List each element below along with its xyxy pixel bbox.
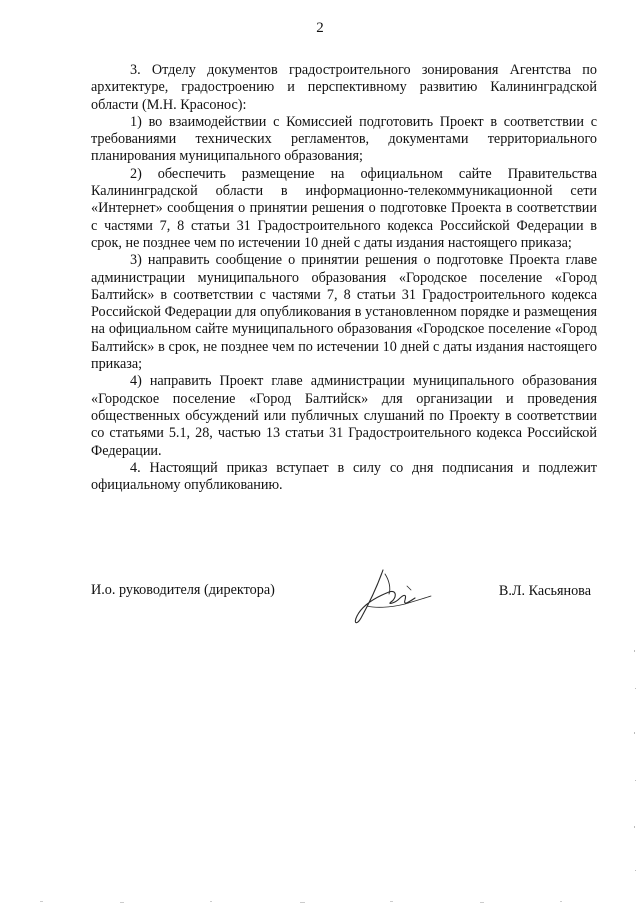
signatory-title: И.о. руководителя (директора) — [91, 582, 275, 598]
handwritten-signature — [345, 562, 445, 632]
paragraph-subitem-1: 1) во взаимодействии с Комиссией подготовить Проект в соответствии с требованиями технических регламентов, документами территориального планирования муниципального образования; — [91, 113, 597, 165]
paragraph-subitem-2: 2) обеспечить размещение на официальном сайте Правительства Калининградской области в информационно-телекоммуникационной сети «Интернет» сообщения о принятии решения о подготовке Проекта в соответствии с частями 7, 8 статьи 31 Градостроительного кодекса Российской Федерации в срок, не позднее чем по истечении 10 дней с даты издания настоящего приказа; — [91, 165, 597, 251]
paragraph-item-4: 4. Настоящий приказ вступает в силу со дня подписания и подлежит официальному опубликованию. — [91, 459, 597, 494]
scan-edge-noise — [0, 895, 640, 905]
document-body — [91, 62, 597, 494]
page-number: 2 — [316, 20, 324, 36]
paragraph-subitem-4: 4) направить Проект главе администрации муниципального образования «Городское поселение «Город Балтийск» для организации и проведения общественных обсуждений или публичных слушаний по Проекту в соответствии со статьями 5.1, 28, частью 13 статьи 31 Градостроительного кодекса Российской Федерации. — [91, 373, 597, 459]
signatory-name: В.Л. Касьянова — [498, 583, 591, 599]
signature-block — [91, 562, 597, 632]
paragraph-item-3: 3. Отделу документов градостроительного зонирования Агентства по архитектуре, градостроению и перспективному развитию Калининградской области (М.Н. Красонос): — [91, 62, 597, 113]
scan-noise — [620, 640, 640, 900]
paragraph-subitem-3: 3) направить сообщение о принятии решения о подготовке Проекта главе администрации муниципального образования «Городское поселение «Город Балтийск» в соответствии с частями 7, 8 статьи 31 Градостроительного кодекса Российской Федерации для опубликования в установленном порядке и размещения на официальном сайте муниципального образования «Городское поселение «Город Балтийск» в срок, не позднее чем по истечении 10 дней с даты издания настоящего приказа; — [91, 252, 597, 373]
